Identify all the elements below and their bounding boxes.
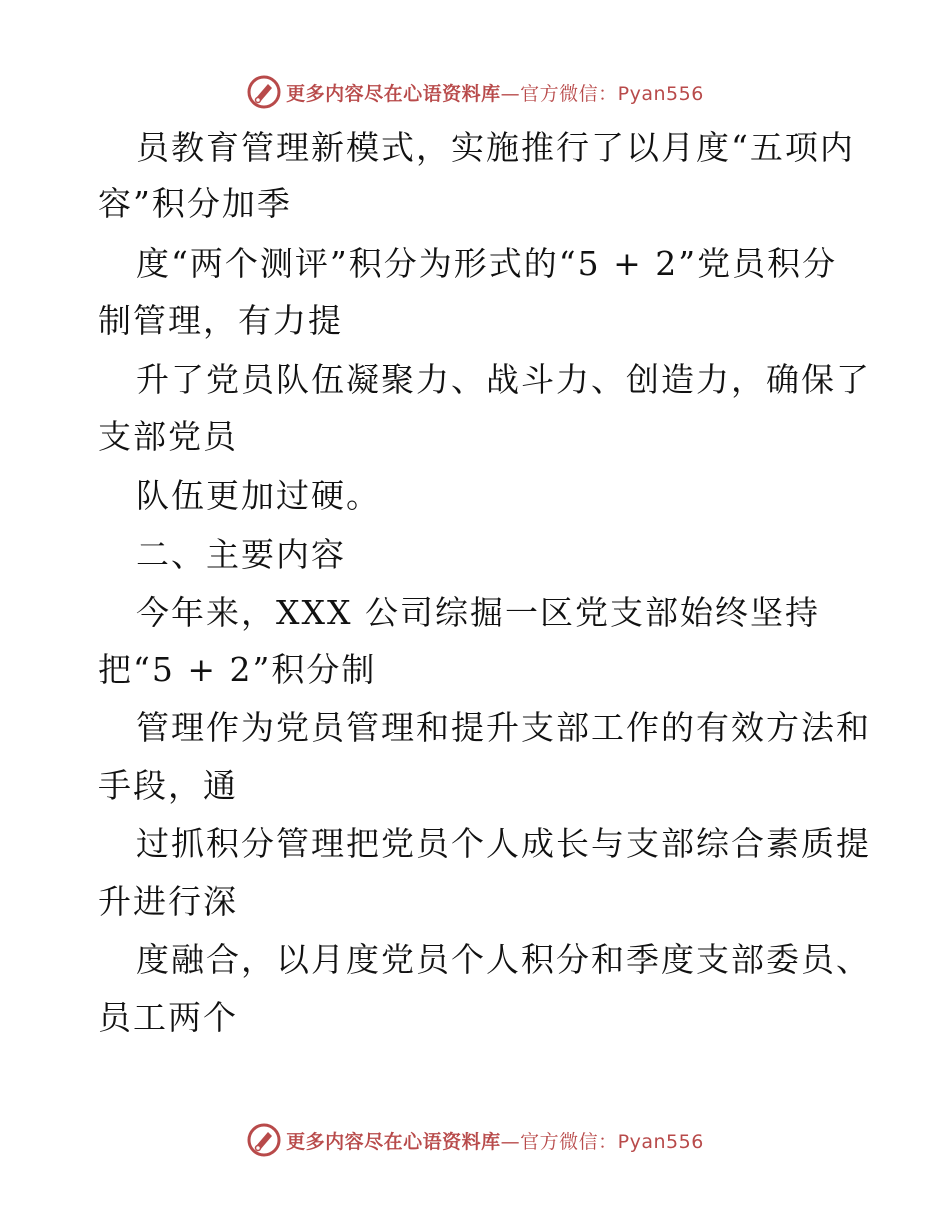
header-dash: — (500, 82, 521, 105)
text-line: 过抓积分管理把党员个人成长与支部综合素质提 (136, 824, 871, 863)
section-heading: 二、主要内容 (136, 535, 346, 574)
footer-suffix: 官方微信：Pyan556 (520, 1130, 704, 1153)
text-line: 今年来，XXX 公司综掘一区党支部始终坚持 (136, 593, 820, 632)
text-line: 度融合，以月度党员个人积分和季度支部委员、 (136, 940, 871, 979)
text-line: 支部党员 (98, 417, 238, 456)
text-line: 把“5 + 2”积分制 (98, 650, 377, 689)
text-line: 员工两个 (98, 998, 238, 1037)
text-line: 管理作为党员管理和提升支部工作的有效方法和 (136, 708, 871, 747)
header-banner-text (286, 79, 704, 106)
logo-icon (246, 1122, 282, 1158)
text-line: 升了党员队伍凝聚力、战斗力、创造力，确保了 (136, 360, 871, 399)
text-line: 制管理，有力提 (98, 301, 343, 340)
header-banner (0, 72, 950, 112)
text-line: 升进行深 (98, 882, 238, 921)
text-line: 容”积分加季 (98, 184, 292, 223)
header-suffix: 官方微信：Pyan556 (520, 82, 704, 105)
text-line: 队伍更加过硬。 (136, 476, 381, 515)
footer-banner (0, 1120, 950, 1160)
logo-icon (246, 74, 282, 110)
footer-banner-text (286, 1127, 704, 1154)
text-line: 手段，通 (98, 766, 238, 805)
footer-dash: — (500, 1130, 521, 1153)
footer-brand: 更多内容尽在心语资料库 (286, 1130, 501, 1153)
text-line: 度“两个测评”积分为形式的“5 + 2”党员积分 (136, 244, 838, 283)
header-brand: 更多内容尽在心语资料库 (286, 82, 501, 105)
text-line: 员教育管理新模式，实施推行了以月度“五项内 (136, 128, 855, 167)
